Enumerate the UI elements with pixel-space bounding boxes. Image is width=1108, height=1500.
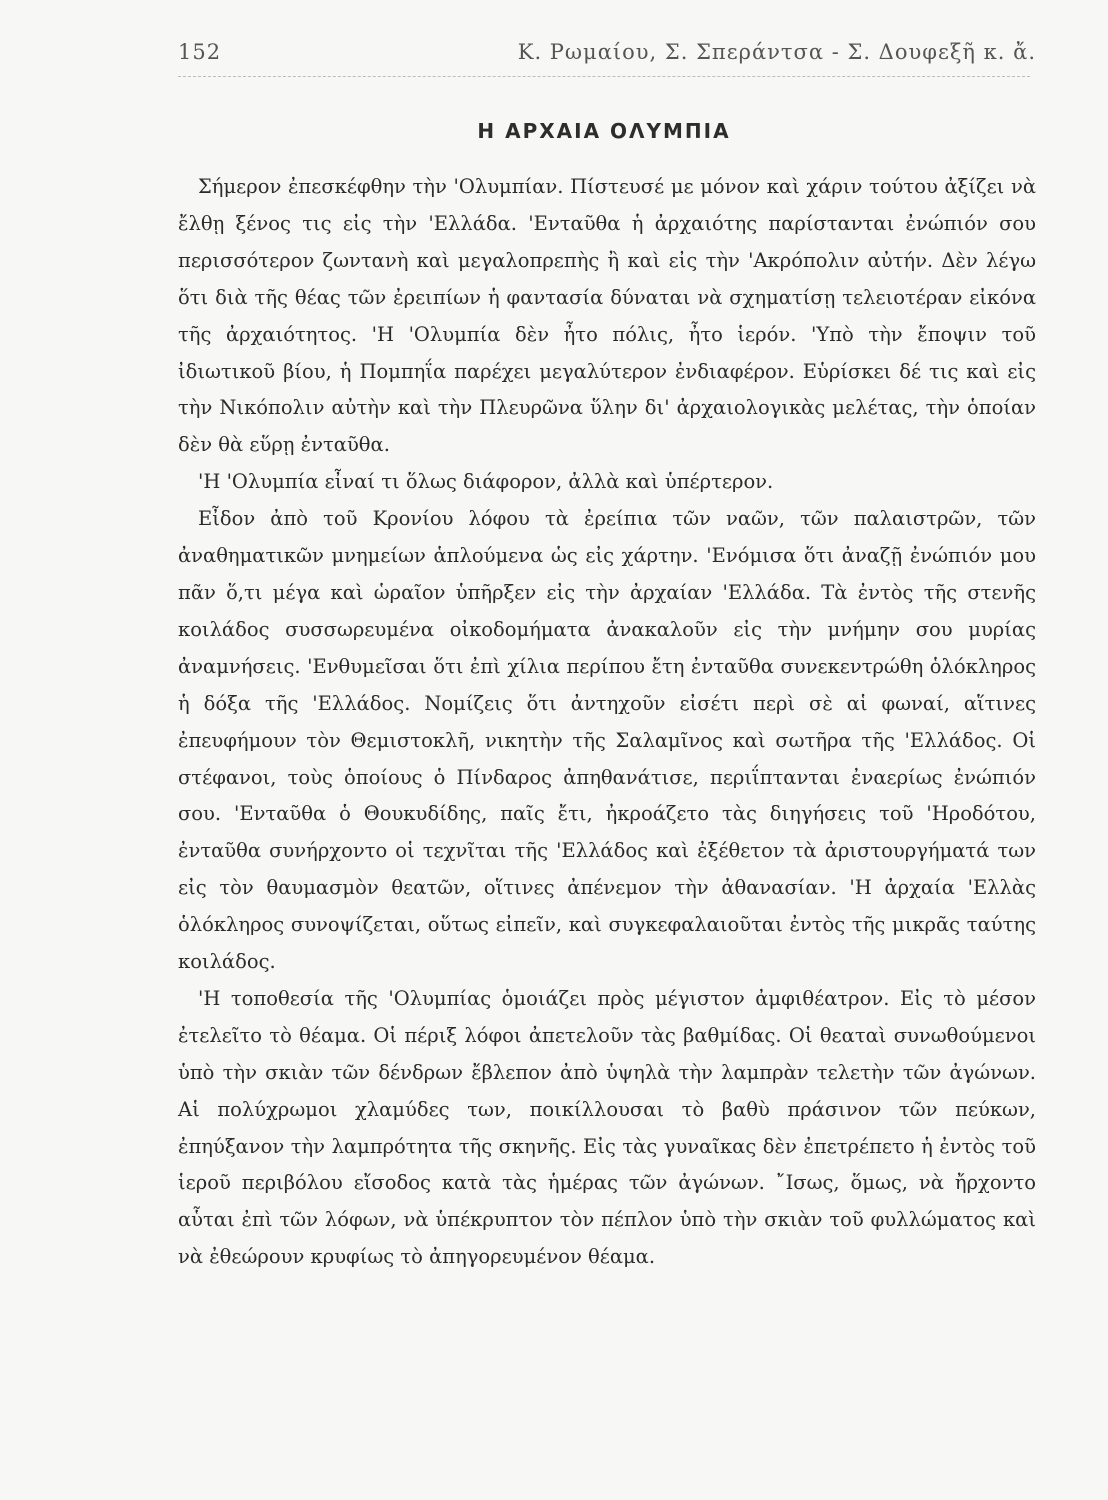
article-title: Η ΑΡΧΑΙΑ ΟΛΥΜΠΙΑ xyxy=(477,119,731,143)
paragraph: 'Η 'Ολυμπία εἶναί τι ὅλως διάφορον, ἀλλὰ καὶ ὑπέρτερον. xyxy=(198,470,774,494)
running-header xyxy=(178,40,1040,74)
paragraph: 'Η τοποθεσία τῆς 'Ολυμπίας ὁμοιάζει πρὸς μέγιστον ἀμφιθέατρον. Εἰς τὸ μέσον ἐτελεῖτο τὸ θέαμα. Οἱ πέριξ λόφοι ἀπετελοῦν τὰς βαθμίδας. Οἱ θεαταὶ συνωθούμενοι ὑπὸ τὴν σκιὰν τῶν δένδρων ἔβλεπον ἀπὸ ὑψηλὰ τὴν λαμπρὰν τελετὴν τῶν ἀγώνων. Αἱ πολύχρωμοι χλαμύδες των, ποικίλλουσαι τὸ βαθὺ πράσινον τῶν πεύκων, ἐπηύξανον τὴν λαμπρότητα τῆς σκηνῆς. Εἰς τὰς γυναῖκας δὲν ἐπετρέπετο ἡ ἐντὸς τοῦ ἱεροῦ περιβόλου εἴσοδος κατὰ τὰς ἡμέρας τῶν ἀγώνων. ῎Ισως, ὅμως, νὰ ἤρχοντο αὗται ἐπὶ τῶν λόφων, νὰ ὑπέκρυπτον τὸν πέπλον ὑπὸ τὴν σκιὰν τοῦ φυλλώματος καὶ νὰ ἐθεώρουν κρυφίως τὸ ἀπηγορευμένον θέαμα. xyxy=(178,986,1036,1269)
running-title: Κ. Ρωμαίου, Σ. Σπεράντσα - Σ. Δουφεξῆ κ. ἄ. xyxy=(517,40,1036,64)
page-number: 152 xyxy=(178,40,222,64)
article-body xyxy=(178,169,1036,1276)
header-rule xyxy=(178,76,1030,77)
paragraph: Σήμερον ἐπεσκέφθην τὴν 'Ολυμπίαν. Πίστευσέ με μόνον καὶ χάριν τούτου ἀξίζει νὰ ἔλθῃ ξένος τις εἰς τὴν 'Ελλάδα. 'Ενταῦθα ἡ ἀρχαιότης παρίστανται ἐνώπιόν σου περισσότερον ζωντανὴ καὶ μεγαλοπρεπὴς ἢ καὶ εἰς τὴν 'Ακρόπολιν αὐτήν. Δὲν λέγω ὅτι διὰ τῆς θέας τῶν ἐρειπίων ἡ φαντασία δύναται νὰ σχηματίσῃ τελειοτέραν εἰκόνα τῆς ἀρχαιότητος. 'Η 'Ολυμπία δὲν ἦτο πόλις, ἦτο ἱερόν. 'Υπὸ τὴν ἔποψιν τοῦ ἰδιωτικοῦ βίου, ἡ Πομπηΐα παρέχει μεγαλύτερον ἐνδιαφέρον. Εὑρίσκει δέ τις καὶ εἰς τὴν Νικόπολιν αὐτὴν καὶ τὴν Πλευρῶνα ὕλην δι' ἀρχαιολογικὰς μελέτας, τὴν ὁποίαν δὲν θὰ εὕρῃ ἐνταῦθα. xyxy=(178,175,1036,457)
paragraph: Εἶδον ἀπὸ τοῦ Κρονίου λόφου τὰ ἐρείπια τῶν ναῶν, τῶν παλαιστρῶν, τῶν ἀναθηματικῶν μνημείων ἁπλούμενα ὡς εἰς χάρτην. 'Ενόμισα ὅτι ἀναζῇ ἐνώπιόν μου πᾶν ὅ,τι μέγα καὶ ὡραῖον ὑπῆρξεν εἰς τὴν ἀρχαίαν 'Ελλάδα. Τὰ ἐντὸς τῆς στενῆς κοιλάδος συσσωρευμένα οἰκοδομήματα ἀνακαλοῦν εἰς τὴν μνήμην σου μυρίας ἀναμνήσεις. 'Ενθυμεῖσαι ὅτι ἐπὶ χίλια περίπου ἔτη ἐνταῦθα συνεκεντρώθη ὁλόκληρος ἡ δόξα τῆς 'Ελλάδος. Νομίζεις ὅτι ἀντηχοῦν εἰσέτι περὶ σὲ αἱ φωναί, αἵτινες ἐπευφήμουν τὸν Θεμιστοκλῆ, νικητὴν τῆς Σαλαμῖνος καὶ σωτῆρα τῆς 'Ελλάδος. Οἱ στέφανοι, τοὺς ὁποίους ὁ Πίνδαρος ἀπηθανάτισε, περιΐπτανται ἐναερίως ἐνώπιόν σου. 'Ενταῦθα ὁ Θουκυδίδης, παῖς ἔτι, ἠκροάζετο τὰς διηγήσεις τοῦ 'Ηροδότου, ἐνταῦθα συνήρχοντο οἱ τεχνῖται τῆς 'Ελλάδος καὶ ἐξέθετον τὰ ἀριστουργήματά των εἰς τὸν θαυμασμὸν θεατῶν, οἵτινες ἀπένεμον τὴν ἀθανασίαν. 'Η ἀρχαία 'Ελλὰς ὁλόκληρος συνοψίζεται, οὕτως εἰπεῖν, καὶ συγκεφαλαιοῦται ἐντὸς τῆς μικρᾶς ταύτης κοιλάδος. xyxy=(178,507,1036,974)
